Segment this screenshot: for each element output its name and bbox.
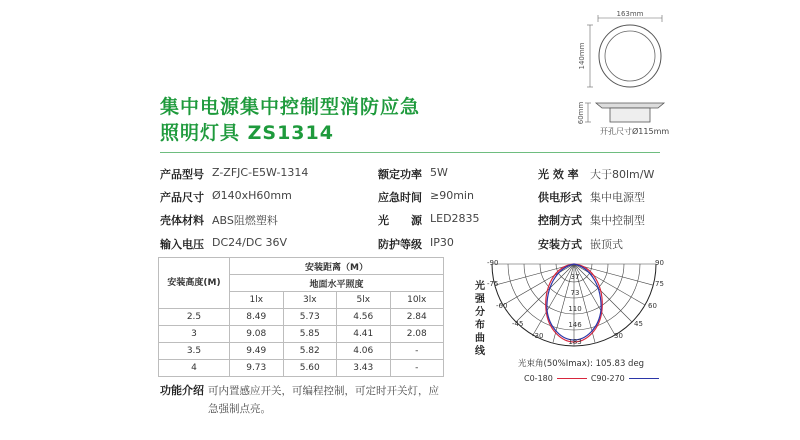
- spec-value: ABS阻燃塑料: [212, 214, 278, 227]
- product-title-line1: 集中电源集中控制型消防应急: [160, 96, 421, 118]
- table-col-header: 3lx: [283, 292, 337, 309]
- table-cell: 5.85: [283, 326, 337, 343]
- legend-swatch-c0: [557, 378, 587, 379]
- spec-key: 壳体材料: [160, 214, 204, 227]
- table-cell: 4.56: [337, 309, 391, 326]
- angle-label: 75: [655, 280, 664, 288]
- title-divider: [160, 152, 660, 153]
- table-cell: 5.73: [283, 309, 337, 326]
- spec-key: 额定功率: [378, 168, 422, 181]
- angle-label: 90: [655, 259, 664, 267]
- spec-light-source: [378, 212, 480, 228]
- angle-label: -45: [512, 320, 524, 328]
- spec-key: 安装方式: [538, 238, 582, 251]
- table-cell: 3.43: [337, 360, 391, 377]
- spec-value: Z-ZFJC-E5W-1314: [212, 166, 309, 179]
- table-row: [159, 343, 444, 360]
- table-cell: -: [390, 360, 444, 377]
- radial-label: 183: [568, 338, 582, 346]
- table-col-header: 10lx: [390, 292, 444, 309]
- beam-angle-text: 光束角(50%Imax): 105.83 deg: [518, 359, 645, 369]
- spec-efficacy: [538, 166, 654, 182]
- table-cell: 9.08: [230, 326, 284, 343]
- spec-value: 5W: [430, 166, 448, 179]
- legend-label-c90: C90-270: [590, 374, 625, 383]
- table-row-header: 安装高度(M): [159, 258, 230, 309]
- spec-value: IP30: [430, 236, 454, 249]
- spec-key: 光 源: [378, 214, 422, 227]
- table-cell: 9.49: [230, 343, 284, 360]
- table-cell: 5.60: [283, 360, 337, 377]
- table-cell: 2.84: [390, 309, 444, 326]
- table-row: [159, 326, 444, 343]
- spec-value: 嵌顶式: [590, 238, 623, 251]
- spec-voltage: [160, 236, 287, 252]
- spec-value: ≥90min: [430, 189, 474, 202]
- spec-value: Ø140xH60mm: [212, 189, 292, 202]
- cutout-size-label: 开孔尺寸Ø115mm: [600, 127, 670, 136]
- spec-value: 集中电源型: [590, 191, 645, 204]
- table-cell: 3.5: [159, 343, 230, 360]
- spec-size: [160, 189, 292, 205]
- installation-table: [158, 257, 444, 377]
- table-row: [159, 309, 444, 326]
- dimension-drawing: [574, 8, 674, 138]
- spec-installation: [538, 236, 623, 252]
- table-cell: 2.08: [390, 326, 444, 343]
- radial-label: 73: [570, 289, 580, 297]
- intro-text: 可内置感应开关，可编程控制，可定时开关灯，应急强制点亮。: [208, 385, 439, 415]
- table-cell: 4.41: [337, 326, 391, 343]
- table-row: [159, 360, 444, 377]
- table-cell: 9.73: [230, 360, 284, 377]
- spec-power-supply: [538, 189, 645, 205]
- spec-key: 防护等级: [378, 238, 422, 251]
- spec-control: [538, 212, 645, 228]
- polar-vertical-label: 光强分布曲线: [475, 281, 485, 357]
- table-col-header: 1lx: [230, 292, 284, 309]
- table-cell: 4.06: [337, 343, 391, 360]
- legend-label-c0: C0-180: [524, 374, 553, 383]
- radial-label: 110: [568, 305, 582, 313]
- spec-value: 集中控制型: [590, 214, 645, 227]
- polar-legend: [524, 374, 659, 383]
- spec-housing: [160, 212, 278, 228]
- spec-value: 大于80lm/W: [590, 168, 655, 181]
- table-cell: 4: [159, 360, 230, 377]
- spec-protection: [378, 236, 454, 252]
- product-title-line2: 照明灯具 ZS1314: [160, 122, 334, 144]
- spec-key: 产品尺寸: [160, 191, 204, 204]
- radial-label: 146: [568, 321, 582, 329]
- spec-key: 供电形式: [538, 191, 582, 204]
- spec-key: 控制方式: [538, 214, 582, 227]
- angle-label: -60: [496, 302, 508, 310]
- angle-label: -75: [487, 280, 499, 288]
- spec-value: LED2835: [430, 212, 480, 225]
- angle-label: 45: [634, 320, 643, 328]
- spec-power: [378, 166, 448, 182]
- side-height-dim-label: 60mm: [577, 101, 585, 125]
- angle-label: -30: [532, 332, 544, 340]
- table-cell: 3: [159, 326, 230, 343]
- table-distance-header: 安装距离（M）: [230, 258, 444, 275]
- spec-key: 光 效 率: [538, 168, 579, 181]
- table-cell: 2.5: [159, 309, 230, 326]
- radial-label: 37: [570, 273, 580, 281]
- table-cell: 8.49: [230, 309, 284, 326]
- spec-key: 产品型号: [160, 168, 204, 181]
- angle-label: 30: [614, 332, 623, 340]
- angle-label: 60: [648, 302, 657, 310]
- height-dim-label: 140mm: [578, 42, 586, 70]
- table-cell: 5.82: [283, 343, 337, 360]
- spec-key: 应急时间: [378, 191, 422, 204]
- table-cell: -: [390, 343, 444, 360]
- spec-model: [160, 166, 308, 182]
- table-col-header: 5lx: [337, 292, 391, 309]
- intro-label: 功能介绍: [160, 384, 204, 397]
- table-illuminance-header: 地面水平照度: [230, 275, 444, 292]
- spec-value: DC24/DC 36V: [212, 236, 288, 249]
- spec-key: 输入电压: [160, 238, 204, 251]
- polar-intensity-diagram: [484, 258, 664, 356]
- angle-label: -90: [487, 259, 499, 267]
- width-dim-label: 163mm: [616, 10, 644, 18]
- legend-swatch-c90: [629, 378, 659, 379]
- spec-emergency-time: [378, 189, 474, 205]
